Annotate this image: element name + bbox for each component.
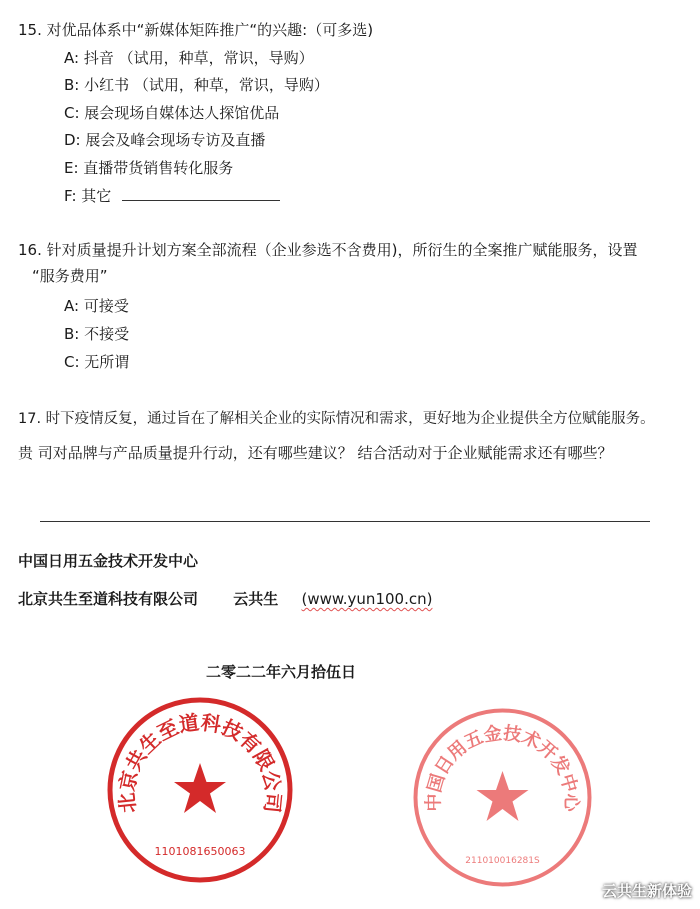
seal-left-text: 北京共生至道科技有限公司	[114, 710, 286, 814]
company-seal-left	[105, 695, 295, 885]
q16-option-b: B: 不接受	[64, 325, 130, 343]
footer-org2: 北京共生至道科技有限公司	[18, 590, 199, 608]
seal-left-number: 1101081650063	[154, 845, 246, 858]
q15-option-d: D: 展会及峰会现场专访及直播	[64, 131, 266, 149]
q15-option-e: E: 直播带货销售转化服务	[64, 159, 234, 177]
q15-option-f: F: 其它	[64, 187, 112, 205]
answer-line	[40, 521, 650, 522]
seal-right-text: 中国日用五金技术开发中心	[423, 722, 582, 812]
seal-right-number: 211010016281S	[465, 856, 540, 866]
q15-other-blank	[122, 186, 280, 201]
company-seal-right	[410, 705, 595, 890]
footer-org1: 中国日用五金技术开发中心	[18, 552, 199, 570]
seal-right-star	[477, 771, 529, 821]
q15-option-c: C: 展会现场自媒体达人探馆优品	[64, 104, 280, 122]
q17-line2: 贵 司对品牌与产品质量提升行动，还有哪些建议？ 结合活动对于企业赋能需求还有哪些？	[18, 444, 613, 462]
q15-option-a: A: 抖音 （试用，种草，常识，导购）	[64, 49, 314, 67]
q16-title-cont: “服务费用”	[32, 267, 108, 285]
watermark: 云共生新体验	[601, 882, 692, 900]
q16-option-a: A: 可接受	[64, 297, 129, 315]
footer-date: 二零二二年六月拾伍日	[206, 663, 357, 681]
seal-left-star	[174, 763, 226, 813]
q16-title: 16. 针对质量提升计划方案全部流程（企业参选不含费用)，所衍生的全案推广赋能服务，设置	[18, 241, 638, 259]
q17-line1: 17. 时下疫情反复，通过旨在了解相关企业的实际情况和需求，更好地为企业提供全方位赋能服务。	[18, 411, 655, 427]
q15-option-b: B: 小红书 （试用，种草，常识，导购）	[64, 76, 329, 94]
footer-org2-row	[18, 589, 432, 609]
q16-option-c: C: 无所谓	[64, 353, 130, 371]
q15-title: 15. 对优品体系中“新媒体矩阵推广“的兴趣:（可多选)	[18, 21, 374, 39]
footer-brand: 云共生	[233, 590, 279, 608]
footer-url[interactable]: (www.yun100.cn)	[301, 590, 433, 608]
q15-option-f-row	[64, 186, 280, 206]
